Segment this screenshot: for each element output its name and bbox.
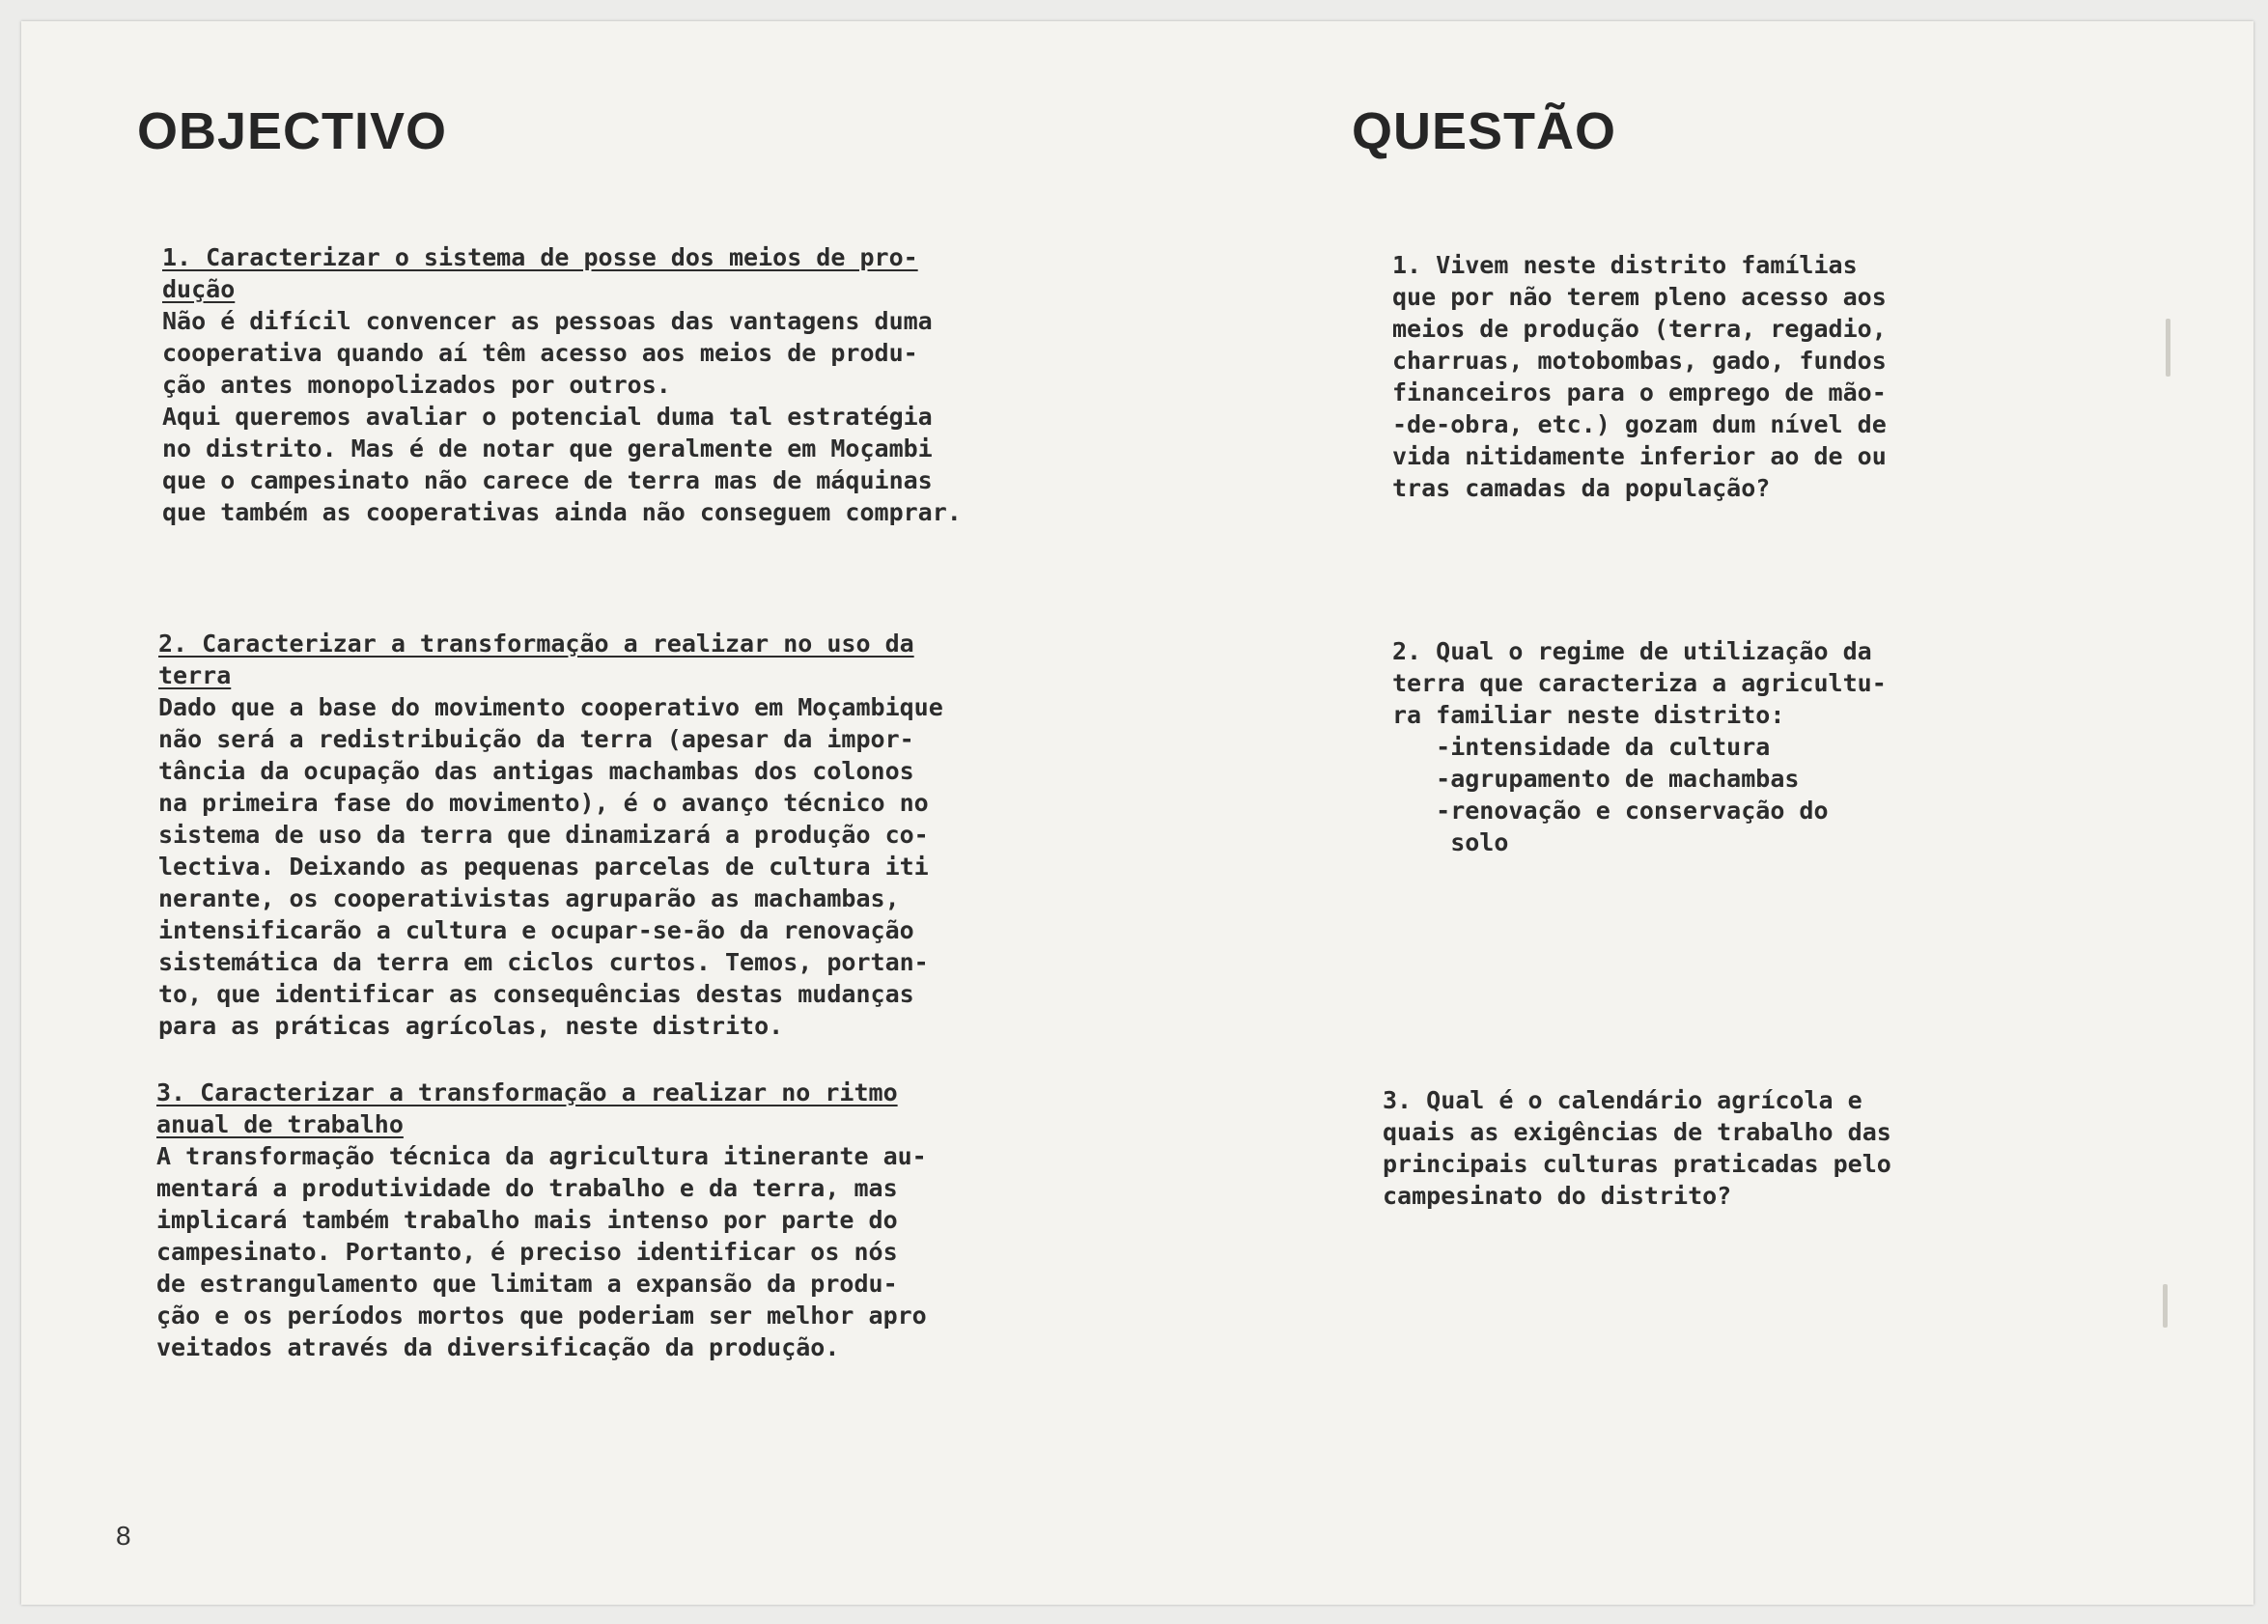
question-item-3: 3. Qual é o calendário agrícola e quais as exigências de trabalho das principais culturas praticadas pelo campesinato do distrito? <box>1383 1086 1891 1210</box>
objective-title: 3. Caracterizar a transformação a realizar no ritmo anual de trabalho <box>156 1078 898 1138</box>
question-heading: QUESTÃO <box>1352 102 1617 160</box>
binding-hole <box>2163 1284 2168 1328</box>
objective-item-3 <box>156 1077 927 1363</box>
objective-title: 2. Caracterizar a transformação a realizar no uso da terra <box>158 630 914 689</box>
objective-body: Não é difícil convencer as pessoas das vantagens duma cooperativa quando aí têm acesso aos meios de produ- ção antes monopolizados por outros. Aqui queremos avaliar o potencial duma tal estratégia no distrito. Mas é de notar que geralmente em Moçambi que o campesinato não carece de terra mas de máquinas que também as cooperativas ainda não conseguem comprar. <box>162 307 962 526</box>
question-item-2: 2. Qual o regime de utilização da terra que caracteriza a agricultu- ra familiar neste distrito: -intensidade da cultura -agrupamento de machambas -renovação e conservação do solo <box>1392 637 1887 856</box>
objective-item-1 <box>162 241 962 528</box>
binding-hole <box>2166 319 2170 377</box>
page-number: 8 <box>116 1521 131 1551</box>
objective-body: Dado que a base do movimento cooperativo em Moçambique não será a redistribuição da terra (apesar da impor- tância da ocupação das antigas machambas dos colonos na primeira fase do movimento), é o avanço técnico no sistema de uso da terra que dinamizará a produção co- lectiva. Deixando as pequenas parcelas de cultura iti nerante, os cooperativistas agruparão as machambas, intensificarão a cultura e ocupar-se-ão da renovação sistemática da terra em ciclos curtos. Temos, portan- to, que identificar as consequências destas mudanças para as práticas agrícolas, neste distrito. <box>158 693 943 1040</box>
objective-heading: OBJECTIVO <box>137 102 448 160</box>
objective-item-2 <box>158 628 943 1042</box>
objective-body: A transformação técnica da agricultura itinerante au- mentará a produtividade do trabalho e da terra, mas implicará também trabalho mais intenso por parte do campesinato. Portanto, é preciso identificar os nós de estrangulamento que limitam a expansão da produ- ção e os períodos mortos que poderiam ser melhor apro veitados através da diversificação da produção. <box>156 1142 927 1361</box>
objective-title: 1. Caracterizar o sistema de posse dos meios de pro- dução <box>162 243 918 303</box>
question-item-1: 1. Vivem neste distrito famílias que por não terem pleno acesso aos meios de produção (terra, regadio, charruas, motobombas, gado, fundos financeiros para o emprego de mão- -de-obra, etc.) gozam dum nível de vida nitidamente inferior ao de ou tras camadas da população? <box>1392 251 1887 502</box>
